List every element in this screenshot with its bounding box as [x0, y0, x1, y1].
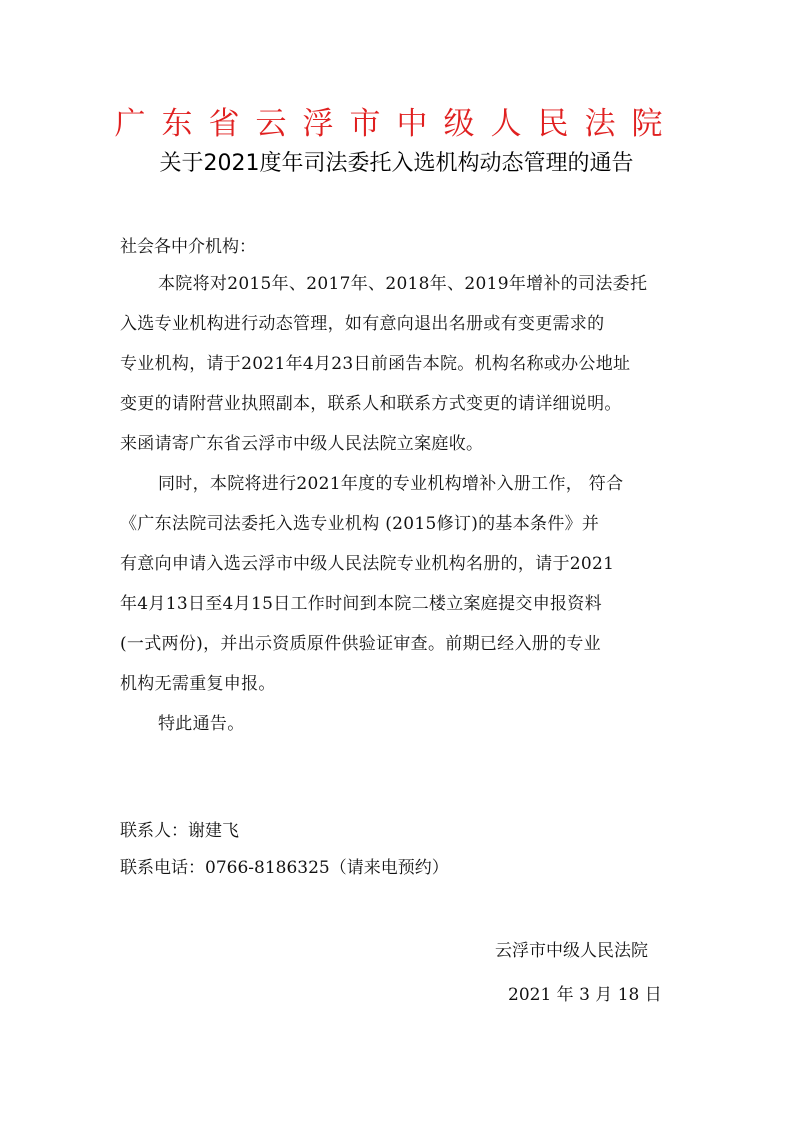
issuing-court-title: 广东省云浮市中级人民法院 — [114, 106, 679, 142]
paragraph-line: 《广东法院司法委托入选专业机构 (2015修订)的基本条件》并 — [120, 514, 600, 534]
paragraph-line: 有意向申请入选云浮市中级人民法院专业机构名册的，请于2021 — [120, 554, 615, 574]
paragraph-line: 机构无需重复申报。 — [120, 674, 276, 694]
paragraph-3 — [120, 708, 680, 748]
contact-phone: 联系电话：0766-8186325（请来电预约） — [120, 858, 449, 878]
paragraph-2 — [120, 468, 680, 708]
paragraph-line: 来函请寄广东省云浮市中级人民法院立案庭收。 — [120, 434, 484, 454]
salutation: 社会各中介机构： — [120, 237, 256, 257]
signature-org: 云浮市中级人民法院 — [495, 941, 648, 961]
paragraph-line: 专业机构，请于2021年4月23日前函告本院。机构名称或办公地址 — [120, 354, 631, 374]
paragraph-line: 年4月13日至4月15日工作时间到本院二楼立案庭提交申报资料 — [120, 594, 602, 614]
notice-body — [120, 268, 680, 748]
contact-person: 联系人：谢建飞 — [120, 821, 239, 841]
notice-title: 关于2021度年司法委托入选机构动态管理的通告 — [159, 151, 634, 176]
paragraph-line: 本院将对2015年、2017年、2018年、2019年增补的司法委托 — [158, 274, 648, 294]
paragraph-line: 同时，本院将进行2021年度的专业机构增补入册工作， 符合 — [158, 474, 624, 494]
closing-line: 特此通告。 — [158, 714, 245, 734]
paragraph-1 — [120, 268, 680, 468]
paragraph-line: 变更的请附营业执照副本，联系人和联系方式变更的请详细说明。 — [120, 394, 622, 414]
paragraph-line: 入选专业机构进行动态管理，如有意向退出名册或有变更需求的 — [120, 314, 605, 334]
paragraph-line: (一式两份)，并出示资质原件供验证审查。前期已经入册的专业 — [120, 634, 601, 654]
signature-date: 2021 年 3 月 18 日 — [508, 985, 662, 1005]
